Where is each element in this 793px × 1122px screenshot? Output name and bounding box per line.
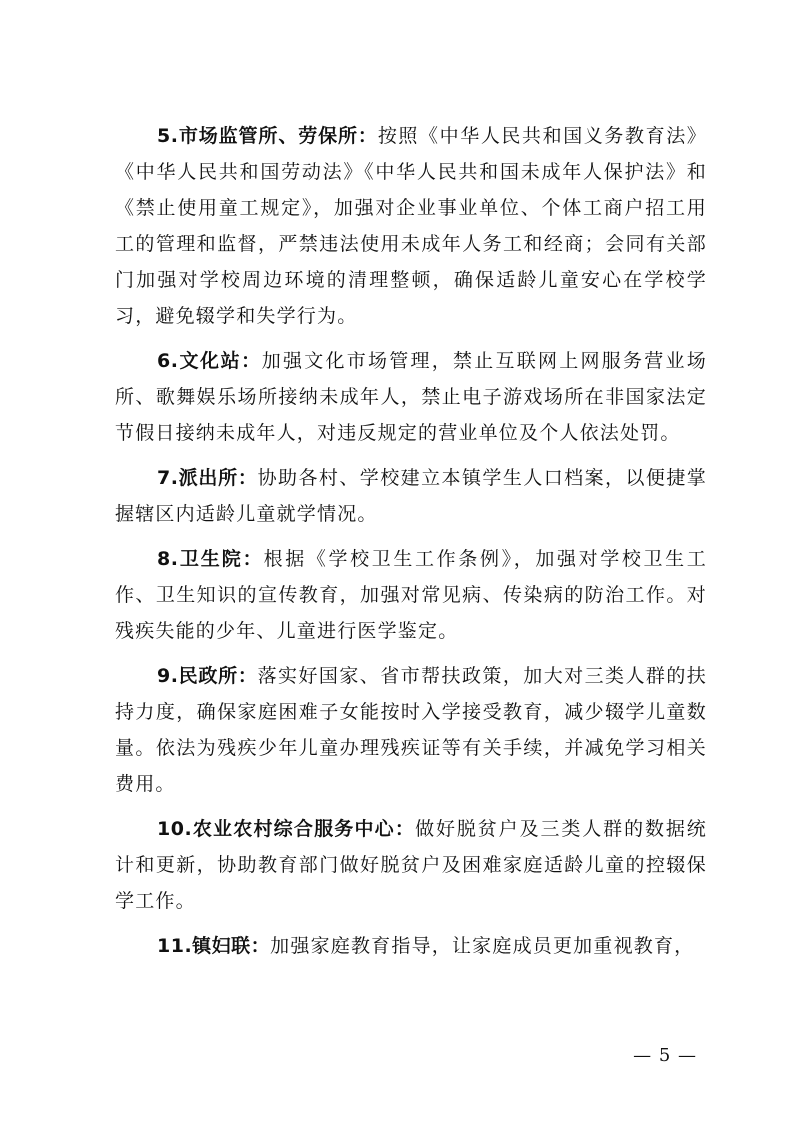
paragraph-text: 做好脱贫户及三类人群的数据统计和更新，协助教育部门做好脱贫户及困难家庭适龄儿童的控辍保学工作。 — [115, 818, 707, 912]
paragraph-heading: 8.卫生院： — [157, 548, 264, 570]
paragraph-text: 加强文化市场管理，禁止互联网上网服务营业场所、歌舞娱乐场所接纳未成年人，禁止电子游戏场所在非国家法定节假日接纳未成年人，对违反规定的营业单位及个人依法处罚。 — [115, 350, 707, 444]
page-number: — 5 — — [633, 1045, 697, 1066]
paragraph-market-supervision — [115, 118, 707, 334]
paragraph-text: 落实好国家、省市帮扶政策，加大对三类人群的扶持力度，确保家庭困难子女能按时入学接受教育，减少辍学儿童数量。依法为残疾少年儿童办理残疾证等有关手续，并减免学习相关费用。 — [115, 665, 707, 795]
paragraph-culture-station — [115, 343, 707, 451]
paragraph-text: 加强家庭教育指导，让家庭成员更加重视教育， — [270, 935, 695, 957]
paragraph-police-station — [115, 460, 707, 532]
paragraph-health-center — [115, 541, 707, 649]
paragraph-civil-affairs — [115, 658, 707, 802]
paragraph-text: 协助各村、学校建立本镇学生人口档案，以便捷掌握辖区内适龄儿童就学情况。 — [115, 467, 707, 525]
paragraph-heading: 11.镇妇联： — [157, 935, 271, 957]
paragraph-text: 按照《中华人民共和国义务教育法》《中华人民共和国劳动法》《中华人民共和国未成年人保护法》和《禁止使用童工规定》，加强对企业事业单位、个体工商户招工用工的管理和监督，严禁违法使用未成年人务工和经商；会同有关部门加强对学校周边环境的清理整顿，确保适龄儿童安心在学校学习，避免辍学和失学行为。 — [115, 125, 707, 327]
paragraph-heading: 10.农业农村综合服务中心： — [157, 818, 416, 840]
paragraph-heading: 5.市场监管所、劳保所： — [157, 125, 378, 147]
paragraph-agriculture-center — [115, 811, 707, 919]
paragraph-text: 根据《学校卫生工作条例》，加强对学校卫生工作、卫生知识的宣传教育，加强对常见病、传染病的防治工作。对残疾失能的少年、儿童进行医学鉴定。 — [115, 548, 707, 642]
paragraph-womens-federation — [115, 928, 707, 964]
paragraph-heading: 7.派出所： — [157, 467, 258, 489]
paragraph-heading: 9.民政所： — [157, 665, 258, 687]
paragraph-heading: 6.文化站： — [157, 350, 262, 372]
document-body — [115, 118, 707, 973]
